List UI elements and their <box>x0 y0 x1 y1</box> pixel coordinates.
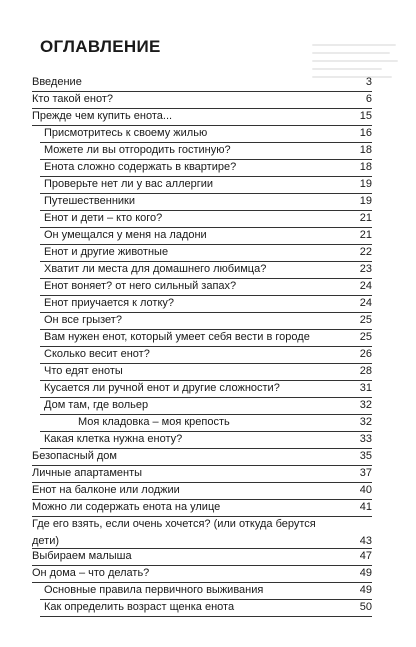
toc-underline <box>40 329 372 330</box>
toc-page-number: 3 <box>365 76 372 88</box>
toc-page-number: 24 <box>359 280 372 292</box>
toc-underline <box>40 210 372 211</box>
toc-underline <box>40 363 372 364</box>
toc-entry-title: Енот воняет? от него сильный запах? <box>44 280 237 292</box>
toc-page-number: 50 <box>359 601 372 613</box>
toc-underline <box>40 431 372 432</box>
toc-underline <box>32 582 372 583</box>
toc-entry[interactable] <box>40 280 372 295</box>
toc-underline <box>32 516 372 517</box>
toc-page-number: 37 <box>359 467 372 479</box>
toc-entry[interactable] <box>40 297 372 312</box>
toc-page-number: 32 <box>359 399 372 411</box>
toc-entry[interactable] <box>40 399 372 414</box>
toc-entry[interactable] <box>40 416 372 431</box>
toc-entry-title: Енот приучается к лотку? <box>44 297 175 309</box>
toc-page-number: 41 <box>359 501 372 513</box>
toc-underline <box>32 548 372 549</box>
toc-entry[interactable] <box>40 161 372 176</box>
toc-entry[interactable] <box>32 550 372 565</box>
toc-underline <box>40 599 372 600</box>
toc-entry[interactable] <box>32 501 372 516</box>
toc-page-number: 22 <box>359 246 372 258</box>
toc-page-number: 49 <box>359 567 372 579</box>
toc-entry[interactable] <box>32 93 372 108</box>
toc-page-number: 25 <box>359 314 372 326</box>
toc-entry-title: Выбираем малыша <box>32 550 132 562</box>
toc-page-number: 24 <box>359 297 372 309</box>
toc-underline <box>40 616 372 617</box>
toc-underline <box>40 397 372 398</box>
toc-entry[interactable] <box>40 229 372 244</box>
toc-page-number: 15 <box>359 110 372 122</box>
toc-entry[interactable] <box>40 433 372 448</box>
toc-page-number: 16 <box>359 127 372 139</box>
toc-entry[interactable] <box>40 365 372 380</box>
toc-underline <box>40 278 372 279</box>
toc-entry[interactable] <box>40 348 372 363</box>
toc-page-number: 49 <box>359 584 372 596</box>
toc-entry[interactable] <box>32 518 372 548</box>
toc-entry-title: Енот и дети – кто кого? <box>44 212 163 224</box>
toc-entry-title: Он умещался у меня на ладони <box>44 229 207 241</box>
toc-entry-title: Проверьте нет ли у вас аллергии <box>44 178 214 190</box>
toc-underline <box>40 244 372 245</box>
toc-entry[interactable] <box>40 195 372 210</box>
toc-entry-title: Он все грызет? <box>44 314 122 326</box>
toc-entry-title: Основные правила первичного выживания <box>44 584 264 596</box>
toc-underline <box>40 380 372 381</box>
toc-entry-title: Кусается ли ручной енот и другие сложности? <box>44 382 280 394</box>
toc-entry-title: Прежде чем купить енота... <box>32 110 173 122</box>
toc-entry-title: Личные апартаменты <box>32 467 143 479</box>
toc-page-number: 21 <box>359 212 372 224</box>
toc-entry[interactable] <box>40 144 372 159</box>
toc-underline <box>32 91 372 92</box>
toc-page-number: 47 <box>359 550 372 562</box>
toc-page-number: 6 <box>365 93 372 105</box>
toc-underline <box>32 465 372 466</box>
toc-entry-title: Какая клетка нужна еноту? <box>44 433 183 445</box>
toc-underline <box>40 193 372 194</box>
toc-entry-title: Кто такой енот? <box>32 93 114 105</box>
toc-underline <box>40 295 372 296</box>
toc-entry[interactable] <box>40 314 372 329</box>
toc-entry-title: Можете ли вы отгородить гостиную? <box>44 144 231 156</box>
toc-page-number: 28 <box>359 365 372 377</box>
toc-entry[interactable] <box>40 212 372 227</box>
toc-page-number: 40 <box>359 484 372 496</box>
toc-page-number: 19 <box>359 178 372 190</box>
toc-entry-title: Можно ли содержать енота на улице <box>32 501 221 513</box>
toc-entry[interactable] <box>32 450 372 465</box>
toc-entry[interactable] <box>32 567 372 582</box>
toc-entry-title: Как определить возраст щенка енота <box>44 601 235 613</box>
toc-page-number: 19 <box>359 195 372 207</box>
toc-entry-title: Дом там, где вольер <box>44 399 149 411</box>
toc-underline <box>40 159 372 160</box>
toc-entry-title: Вам нужен енот, который умеет себя вести в городе <box>44 331 310 343</box>
toc-entry[interactable] <box>40 382 372 397</box>
toc-entry-title: Где его взять, если очень хочется? (или откуда берутся <box>32 518 316 530</box>
toc-underline <box>32 482 372 483</box>
toc-entry-title: Енота сложно содержать в квартире? <box>44 161 237 173</box>
toc-entry-title-continued: дети) <box>32 535 60 547</box>
toc-page-number: 18 <box>359 161 372 173</box>
toc-entry-title: Путешественники <box>44 195 136 207</box>
page-title: ОГЛАВЛЕНИЕ <box>40 37 161 56</box>
toc-page-number: 18 <box>359 144 372 156</box>
toc-entry[interactable] <box>40 246 372 261</box>
toc-page-number: 32 <box>359 416 372 428</box>
toc-entry[interactable] <box>40 331 372 346</box>
toc-page-number: 21 <box>359 229 372 241</box>
toc-entry-title: Енот и другие животные <box>44 246 169 258</box>
toc-page-number: 33 <box>359 433 372 445</box>
toc-entry[interactable] <box>32 484 372 499</box>
toc-underline <box>40 142 372 143</box>
toc-underline <box>40 448 372 449</box>
toc-entry[interactable] <box>40 263 372 278</box>
toc-entry-title: Хватит ли места для домашнего любимца? <box>44 263 267 275</box>
toc-page-number: 43 <box>359 535 372 547</box>
toc-underline <box>32 125 372 126</box>
toc-entry[interactable] <box>32 76 372 91</box>
toc-entry-title: Введение <box>32 76 82 88</box>
toc-page-number: 23 <box>359 263 372 275</box>
toc-underline <box>40 261 372 262</box>
toc-underline <box>40 346 372 347</box>
toc-entry-title: Безопасный дом <box>32 450 117 462</box>
toc-entry-title: Сколько весит енот? <box>44 348 150 360</box>
toc-entry[interactable] <box>40 601 372 616</box>
toc-underline <box>40 176 372 177</box>
toc-underline <box>32 499 372 500</box>
toc-entry[interactable] <box>40 127 372 142</box>
toc-underline <box>32 108 372 109</box>
toc-entry-title: Моя кладовка – моя крепость <box>78 416 230 428</box>
toc-underline <box>32 565 372 566</box>
toc-page-number: 25 <box>359 331 372 343</box>
toc-entry-title: Он дома – что делать? <box>32 567 150 579</box>
toc-entry[interactable] <box>32 467 372 482</box>
toc-entry[interactable] <box>40 584 372 599</box>
toc-page-number: 31 <box>359 382 372 394</box>
toc-entry-title: Енот на балконе или лоджии <box>32 484 180 496</box>
toc-page-number: 35 <box>359 450 372 462</box>
toc-entry-title: Присмотритесь к своему жилью <box>44 127 208 139</box>
toc-page-number: 26 <box>359 348 372 360</box>
toc-entry-title: Что едят еноты <box>44 365 123 377</box>
toc-entry[interactable] <box>40 178 372 193</box>
toc-underline <box>40 227 372 228</box>
toc-underline <box>40 312 372 313</box>
toc-underline <box>40 414 372 415</box>
toc-entry[interactable] <box>32 110 372 125</box>
